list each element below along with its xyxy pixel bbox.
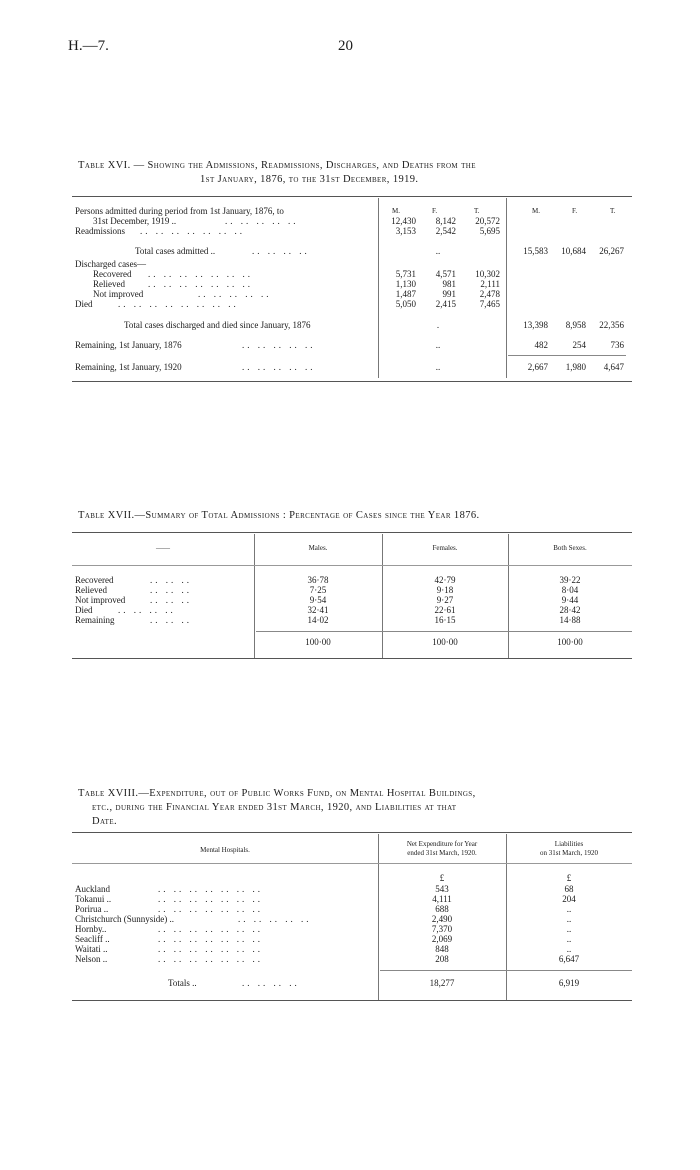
not-improved-t: 2,478 (479, 289, 500, 299)
t17-not-improved-females: 9·27 (436, 595, 454, 605)
discharged-not-improved-label: Not improved (93, 289, 144, 299)
recovered-t: 10,302 (475, 269, 500, 279)
t17-recovered-label: Recovered (75, 575, 114, 585)
t17-died-both: 28·42 (559, 605, 581, 615)
t17-relieved-both: 8·04 (561, 585, 579, 595)
remaining-1920-t: 4,647 (603, 362, 624, 372)
t18-waitati-net: 848 (435, 944, 449, 954)
row-admitted-label: Persons admitted during period from 1st January, 1876, to (75, 206, 284, 216)
t18-waitati-liab: .. (566, 944, 572, 954)
t18-auckland-net: 543 (435, 884, 449, 894)
total-admitted-f: 10,684 (561, 246, 586, 256)
total-admitted-label: Total cases admitted .. (135, 246, 216, 256)
t17-relieved-females: 9·18 (436, 585, 454, 595)
t17-total-both: 100·00 (557, 637, 583, 647)
discharged-recovered-label: Recovered (93, 269, 132, 279)
t17-not-improved-label: Not improved (75, 595, 126, 605)
col-head-m-right: M. (532, 207, 540, 215)
readmissions-t: 5,695 (479, 226, 500, 236)
page-reference: H.—7. (68, 38, 109, 54)
t18-row-seacliff: Seacliff .. (75, 934, 110, 944)
remaining-1876-f: 254 (572, 340, 586, 350)
col-head-m-left: M. (392, 207, 400, 215)
died-m: 5,050 (395, 299, 416, 309)
t18-row-auckland: Auckland (75, 884, 110, 894)
t18-seacliff-liab: .. (566, 934, 572, 944)
t18-hornby-net: 7,370 (431, 924, 453, 934)
t17-head-males: Males. (308, 544, 328, 552)
readmissions-f: 2,542 (435, 226, 456, 236)
remaining-1920-m: 2,667 (527, 362, 548, 372)
t17-remaining-label: Remaining (75, 615, 115, 625)
col-head-f-left: F. (432, 207, 438, 215)
table-xvi-caption-line1: Table XVI. — Showing the Admissions, Readmissions, Discharges, and Deaths from the (78, 160, 476, 171)
t18-row-hornby: Hornby.. (75, 924, 107, 934)
table-xviii-caption-line2: etc., during the Financial Year ended 31st March, 1920, and Liabilities at that (92, 802, 457, 813)
table-xvii-caption: Table XVII.—Summary of Total Admissions : Percentage of Cases since the Year 1876. (78, 510, 480, 521)
t18-head-net-line1: Net Expenditure for Year (406, 840, 478, 848)
remaining-1876-label: Remaining, 1st January, 1876 (75, 340, 182, 350)
admitted-m: 12,430 (391, 216, 416, 226)
t18-christchurch-liab: .. (566, 914, 572, 924)
t18-tokanui-net: 4,111 (432, 894, 452, 904)
table-xvi-caption-line2: 1st January, 1876, to the 31st December, 1919. (200, 174, 419, 185)
total-discharged-m: 13,398 (523, 320, 548, 330)
t18-head-net-line2: ended 31st March, 1920. (407, 849, 477, 857)
not-improved-f: 991 (442, 289, 456, 299)
died-label: Died (75, 299, 93, 309)
t18-tokanui-liab: 204 (562, 894, 576, 904)
relieved-f: 981 (442, 279, 456, 289)
remaining-1876-t: 736 (610, 340, 624, 350)
t17-total-males: 100·00 (305, 637, 331, 647)
remaining-1920-label: Remaining, 1st January, 1920 (75, 362, 182, 372)
table-xviii-caption-line3: Date. (92, 816, 118, 827)
recovered-m: 5,731 (395, 269, 416, 279)
t17-remaining-males: 14·02 (307, 615, 329, 625)
t18-head-liab-line1: Liabilities (554, 840, 584, 848)
t17-relieved-males: 7·25 (309, 585, 327, 595)
t18-row-waitati: Waitati .. (75, 944, 108, 954)
page-number: 20 (338, 38, 353, 54)
col-head-f-right: F. (572, 207, 578, 215)
row-admitted-label-cont: 31st December, 1919 .. (93, 216, 177, 226)
died-t: 7,465 (479, 299, 500, 309)
t18-currency-liab: £ (566, 873, 572, 883)
t17-not-improved-both: 9·44 (561, 595, 579, 605)
t18-row-porirua: Porirua .. (75, 904, 109, 914)
total-admitted-mid: .. (435, 246, 441, 256)
t18-totals-liab: 6,919 (558, 978, 580, 988)
total-discharged-t: 22,356 (599, 320, 624, 330)
t18-head-liab-line2: on 31st March, 1920 (540, 849, 598, 857)
t18-currency-net: £ (439, 873, 445, 883)
admitted-f: 8,142 (435, 216, 456, 226)
relieved-m: 1,130 (395, 279, 416, 289)
t17-total-females: 100·00 (432, 637, 458, 647)
total-discharged-f: 8,958 (565, 320, 586, 330)
t18-seacliff-net: 2,069 (431, 934, 453, 944)
table-xviii-caption-line1: Table XVIII.—Expenditure, out of Public Works Fund, on Mental Hospital Buildings, (78, 788, 476, 799)
t18-nelson-net: 208 (435, 954, 449, 964)
total-admitted-m: 15,583 (523, 246, 548, 256)
remaining-1876-m: 482 (534, 340, 548, 350)
t17-remaining-both: 14·88 (559, 615, 581, 625)
t17-recovered-both: 39·22 (559, 575, 581, 585)
remaining-1920-mid: .. (435, 362, 441, 372)
t17-died-label: Died (75, 605, 93, 615)
t18-totals-label: Totals .. (168, 978, 197, 988)
t18-head-hospitals: Mental Hospitals. (200, 846, 250, 854)
row-readmissions-label: Readmissions (75, 226, 126, 236)
remaining-1876-mid: .. (435, 340, 441, 350)
t17-relieved-label: Relieved (75, 585, 107, 595)
t18-auckland-liab: 68 (564, 884, 574, 894)
t17-recovered-males: 36·78 (307, 575, 329, 585)
readmissions-m: 3,153 (395, 226, 416, 236)
t17-died-males: 32·41 (307, 605, 329, 615)
t17-died-females: 22·61 (434, 605, 456, 615)
t18-porirua-net: 688 (435, 904, 449, 914)
died-f: 2,415 (435, 299, 456, 309)
discharged-relieved-label: Relieved (93, 279, 125, 289)
total-discharged-label: Total cases discharged and died since January, 1876 (124, 320, 311, 330)
not-improved-m: 1,487 (395, 289, 416, 299)
t17-head-blank: —— (156, 544, 170, 552)
col-head-t-left: T. (474, 207, 480, 215)
admitted-t: 20,572 (475, 216, 500, 226)
t18-row-christchurch: Christchurch (Sunnyside) .. (75, 914, 174, 924)
t17-remaining-females: 16·15 (434, 615, 456, 625)
t18-porirua-liab: .. (566, 904, 572, 914)
remaining-1920-f: 1,980 (565, 362, 586, 372)
t18-row-nelson: Nelson .. (75, 954, 108, 964)
t18-nelson-liab: 6,647 (558, 954, 580, 964)
t18-christchurch-net: 2,490 (431, 914, 453, 924)
t18-totals-net: 18,277 (429, 978, 455, 988)
col-head-t-right: T. (610, 207, 616, 215)
t18-row-tokanui: Tokanui .. (75, 894, 112, 904)
t17-head-both: Both Sexes. (553, 544, 587, 552)
t17-not-improved-males: 9·54 (309, 595, 327, 605)
total-discharged-mid: . (436, 320, 440, 330)
t17-recovered-females: 42·79 (434, 575, 456, 585)
recovered-f: 4,571 (435, 269, 456, 279)
total-admitted-t: 26,267 (599, 246, 624, 256)
t18-hornby-liab: .. (566, 924, 572, 934)
discharged-heading: Discharged cases— (75, 259, 147, 269)
relieved-t: 2,111 (480, 279, 500, 289)
t17-head-females: Females. (432, 544, 458, 552)
